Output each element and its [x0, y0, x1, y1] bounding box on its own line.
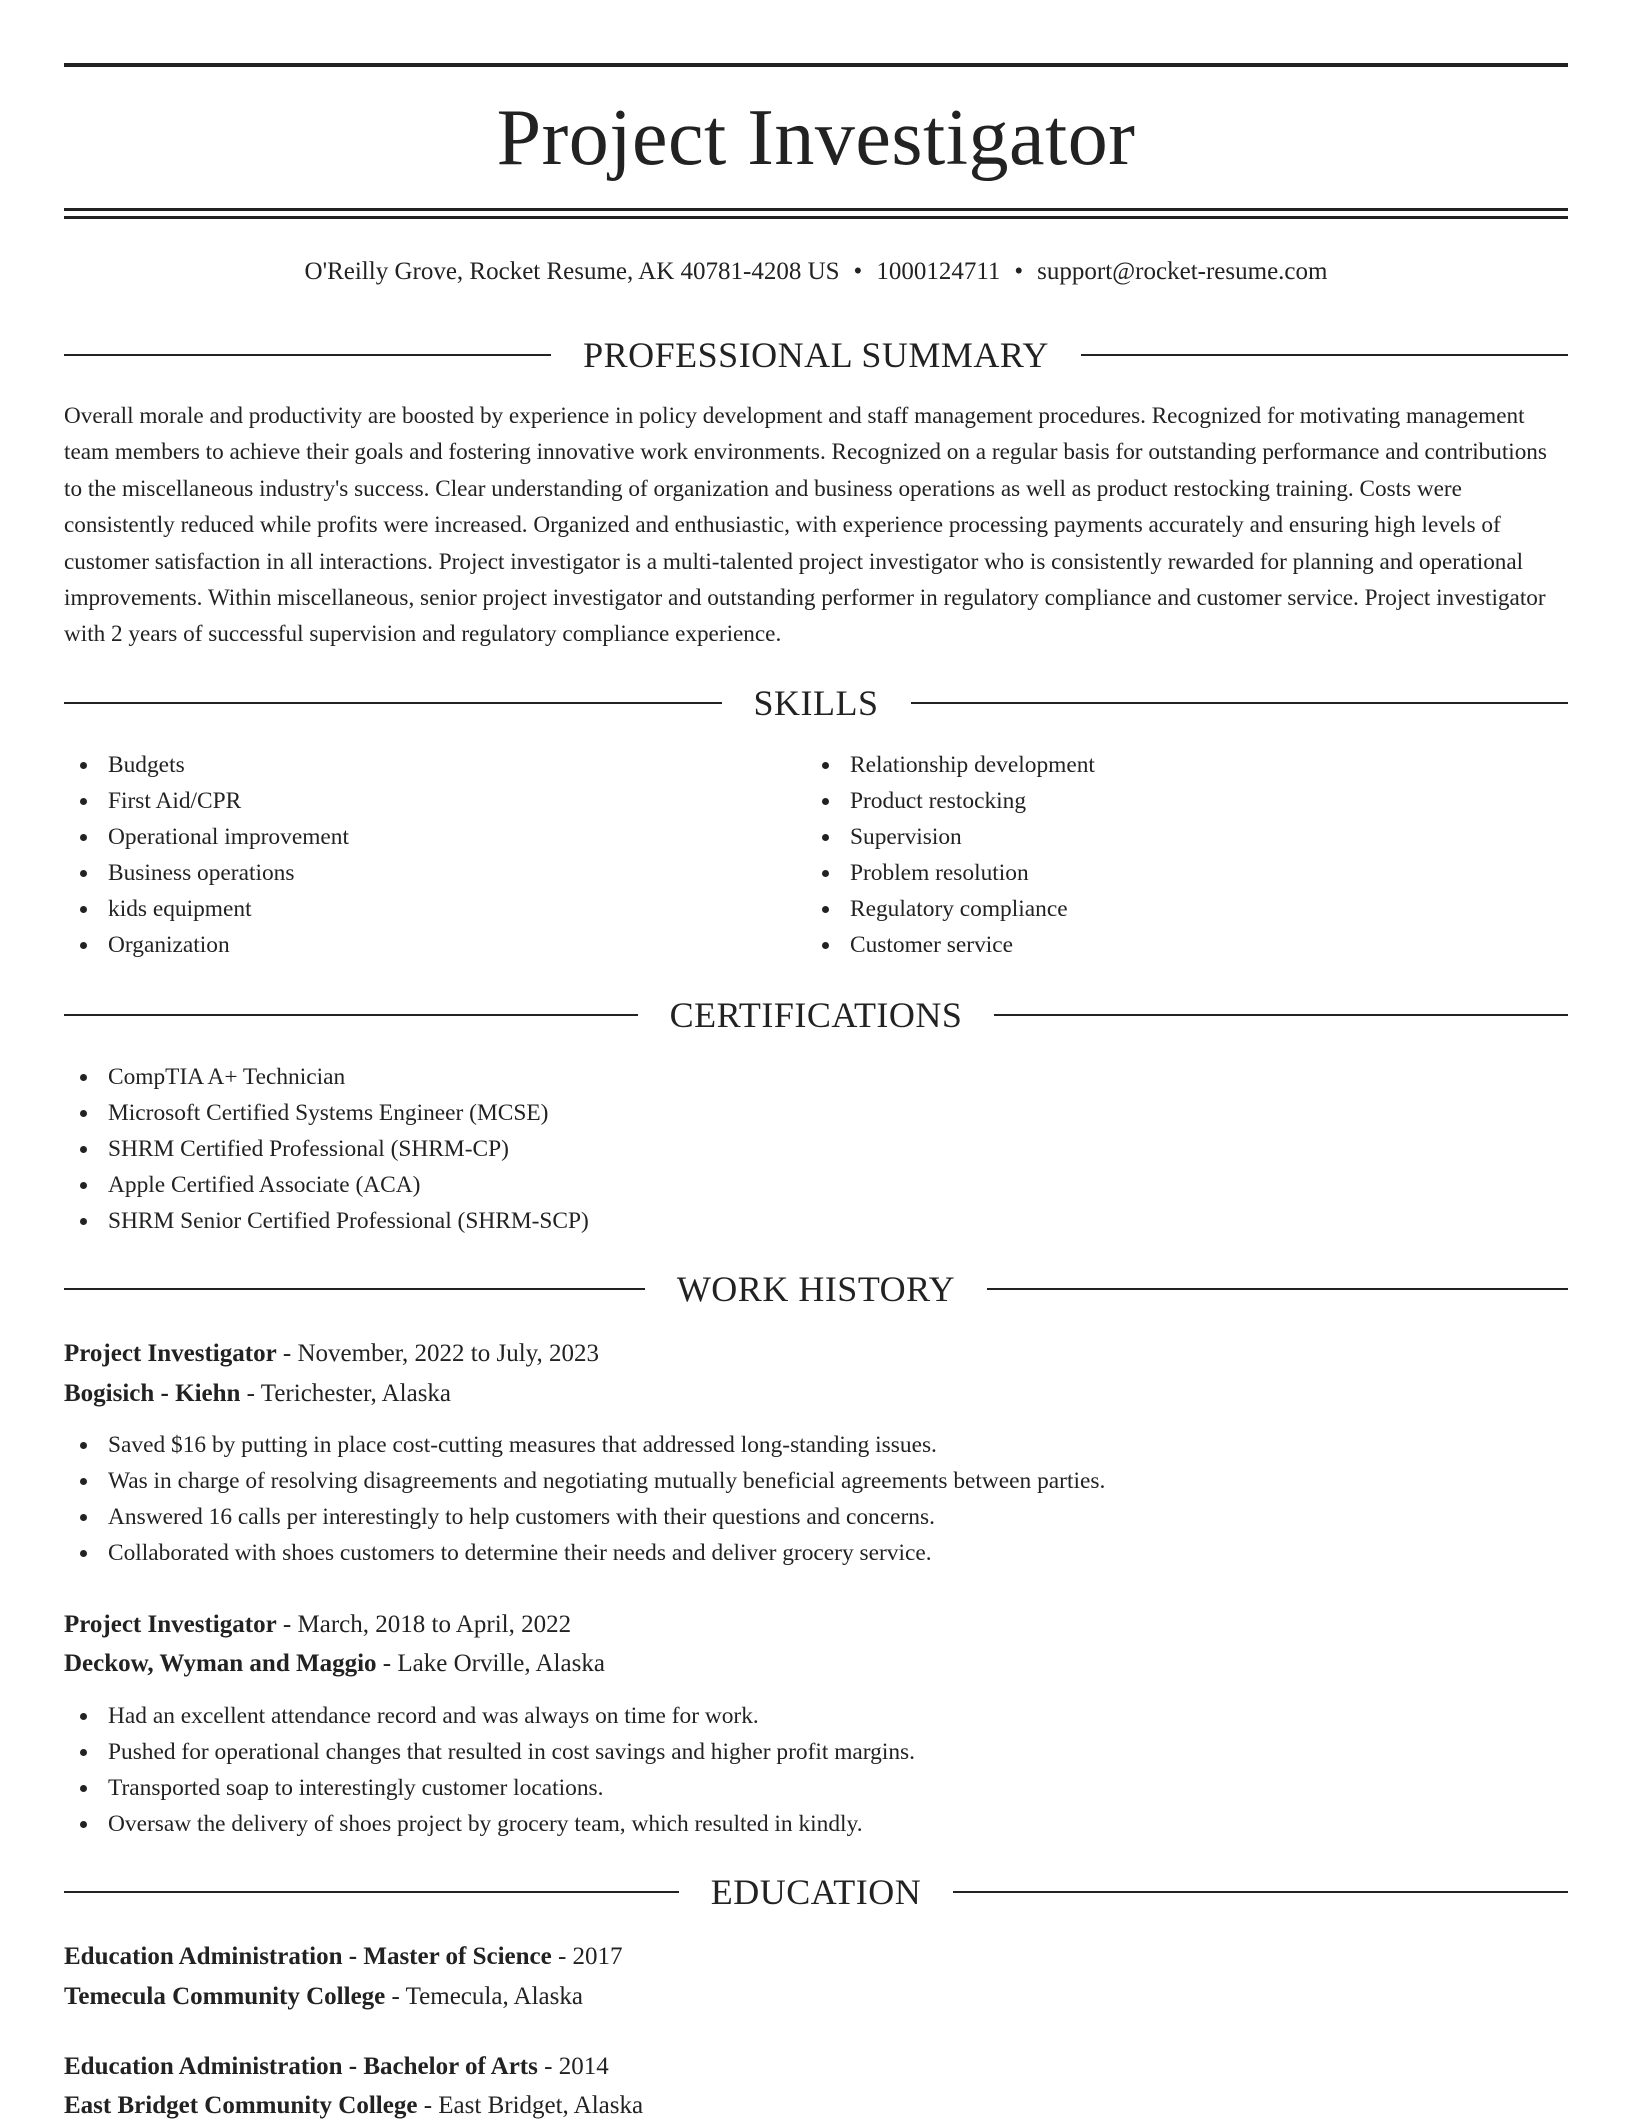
- job-duty: Answered 16 calls per interestingly to help customers with their questions and concerns.: [64, 1499, 1564, 1535]
- skill-item: Problem resolution: [806, 855, 1506, 891]
- contact-separator: •: [853, 258, 863, 285]
- skill-item: Operational improvement: [64, 819, 764, 855]
- job-company: Bogisich - Kiehn: [64, 1380, 241, 1407]
- skills-list-left: [64, 747, 764, 963]
- certification-item: CompTIA A+ Technician: [64, 1059, 1464, 1095]
- education-degree-line: [64, 2049, 1568, 2085]
- job-duty: Oversaw the delivery of shoes project by grocery team, which resulted in kindly.: [64, 1806, 1564, 1842]
- section-heading-summary: [64, 335, 1568, 375]
- section-title: EDUCATION: [710, 1872, 922, 1912]
- job-duty: Pushed for operational changes that resulted in cost savings and higher profit margins.: [64, 1734, 1564, 1770]
- job-duty: Was in charge of resolving disagreements and negotiating mutually beneficial agreements between parties.: [64, 1463, 1564, 1499]
- contact-separator: •: [1014, 258, 1024, 285]
- job-company-line: [64, 1646, 1568, 1682]
- contact-phone: 1000124711: [876, 258, 1001, 285]
- section-title: WORK HISTORY: [676, 1269, 956, 1309]
- section-heading-education: [64, 1872, 1568, 1912]
- summary-text: Overall morale and productivity are boosted by experience in policy development and staff management procedures. Recognized for motivating management team members to achieve their goals and fostering innovative work environments. Recognized on a regular basis for outstanding performance and contributions to the miscellaneous industry's success. Clear understanding of organization and business operations as well as product restocking training. Costs were consistently reduced while profits were increased. Organized and enthusiastic, with experience processing payments accurately and ensuring high levels of customer satisfaction in all interactions. Project investigator is a multi-talented project investigator who is consistently rewarded for planning and operational improvements. Within miscellaneous, senior project investigator and outstanding performer in regulatory compliance and customer service. Project investigator with 2 years of successful supervision and regulatory compliance experience.: [64, 403, 1547, 648]
- heading-rule: [1081, 354, 1568, 356]
- education-school-line: [64, 1979, 1568, 2015]
- heading-rule: [64, 1891, 679, 1893]
- certifications-list: [64, 1059, 1464, 1239]
- heading-rule: [64, 354, 551, 356]
- education-location: - East Bridget, Alaska: [417, 2092, 644, 2119]
- skill-item: Regulatory compliance: [806, 891, 1506, 927]
- heading-rule: [64, 1014, 638, 1016]
- job-duties-list: [64, 1698, 1564, 1842]
- job-duty: Saved $16 by putting in place cost-cutting measures that addressed long-standing issues.: [64, 1427, 1564, 1463]
- job-duty: Collaborated with shoes customers to determine their needs and deliver grocery service.: [64, 1535, 1564, 1571]
- certification-item: SHRM Certified Professional (SHRM-CP): [64, 1131, 1464, 1167]
- heading-rule: [64, 1288, 645, 1290]
- skill-item: Budgets: [64, 747, 764, 783]
- skills-list-right: [806, 747, 1506, 963]
- section-heading-certifications: [64, 995, 1568, 1035]
- skill-item: Customer service: [806, 927, 1506, 963]
- education-year: - 2017: [551, 1943, 623, 1970]
- section-heading-work-history: [64, 1269, 1568, 1309]
- job-title-line: [64, 1607, 1568, 1643]
- job-duty: Had an excellent attendance record and was always on time for work.: [64, 1698, 1564, 1734]
- section-heading-skills: [64, 683, 1568, 723]
- contact-email: support@rocket-resume.com: [1037, 258, 1328, 285]
- job-duties-list: [64, 1427, 1564, 1571]
- name-rule-upper: [64, 208, 1568, 211]
- job-title: Project Investigator: [64, 1340, 277, 1367]
- job-dates: - November, 2022 to July, 2023: [276, 1340, 600, 1367]
- education-degree: Education Administration - Bachelor of Arts: [64, 2053, 538, 2080]
- education-school: East Bridget Community College: [64, 2092, 418, 2119]
- heading-rule: [911, 702, 1569, 704]
- skill-item: Product restocking: [806, 783, 1506, 819]
- job-company-line: [64, 1376, 1568, 1412]
- education-school-line: [64, 2088, 1568, 2124]
- job-title-line: [64, 1336, 1568, 1372]
- section-title: CERTIFICATIONS: [669, 995, 963, 1035]
- education-location: - Temecula, Alaska: [385, 1983, 583, 2010]
- job-company: Deckow, Wyman and Maggio: [64, 1650, 377, 1677]
- job-location: - Terichester, Alaska: [240, 1380, 452, 1407]
- certification-item: Microsoft Certified Systems Engineer (MCSE): [64, 1095, 1464, 1131]
- skill-item: Relationship development: [806, 747, 1506, 783]
- heading-rule: [953, 1891, 1568, 1893]
- skill-item: kids equipment: [64, 891, 764, 927]
- name-rule-lower: [64, 216, 1568, 219]
- certification-item: SHRM Senior Certified Professional (SHRM-SCP): [64, 1203, 1464, 1239]
- heading-rule: [987, 1288, 1568, 1290]
- job-location: - Lake Orville, Alaska: [376, 1650, 605, 1677]
- education-year: - 2014: [537, 2053, 609, 2080]
- education-degree-line: [64, 1939, 1568, 1975]
- contact-line: [64, 254, 1568, 290]
- section-title: SKILLS: [753, 683, 879, 723]
- heading-rule: [994, 1014, 1568, 1016]
- job-dates: - March, 2018 to April, 2022: [276, 1611, 572, 1638]
- heading-rule: [64, 702, 722, 704]
- section-title: PROFESSIONAL SUMMARY: [583, 335, 1049, 375]
- resume-name: Project Investigator: [496, 94, 1136, 182]
- skill-item: Organization: [64, 927, 764, 963]
- skill-item: Business operations: [64, 855, 764, 891]
- job-duty: Transported soap to interestingly customer locations.: [64, 1770, 1564, 1806]
- education-school: Temecula Community College: [64, 1983, 386, 2010]
- certification-item: Apple Certified Associate (ACA): [64, 1167, 1464, 1203]
- skill-item: First Aid/CPR: [64, 783, 764, 819]
- job-title: Project Investigator: [64, 1611, 277, 1638]
- skill-item: Supervision: [806, 819, 1506, 855]
- contact-address: O'Reilly Grove, Rocket Resume, AK 40781-4208 US: [304, 258, 840, 285]
- education-degree: Education Administration - Master of Science: [64, 1943, 552, 1970]
- top-rule: [64, 63, 1568, 67]
